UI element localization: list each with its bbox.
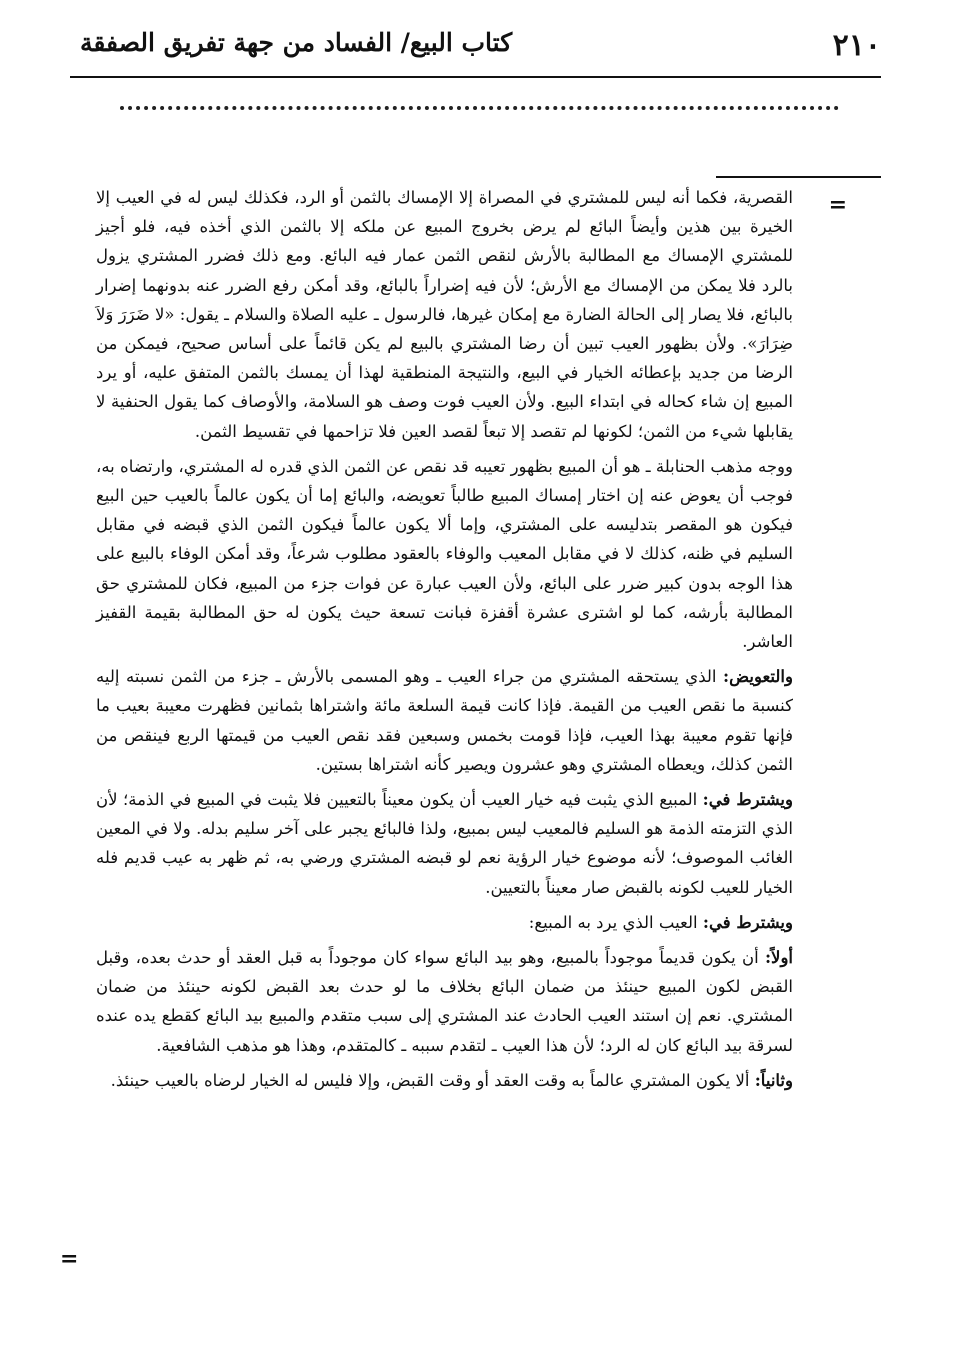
paragraph-body: العيب الذي يرد به المبيع: [528, 912, 698, 932]
paragraph [96, 452, 793, 656]
paragraph [96, 943, 793, 1060]
paragraph [96, 183, 793, 446]
page-number: ٢١٠ [832, 28, 881, 63]
header-rule [70, 76, 881, 78]
paragraph-body: ألا يكون المشتري عالماً به وقت العقد أو وقت القبض، وإلا فليس له الخيار لرضاه بالعيب حينئذ. [110, 1070, 750, 1090]
paragraph-term: ويشترط في: [702, 790, 793, 810]
paragraph-term: وثانياً: [754, 1070, 793, 1090]
paragraph-term: والتعويض: [723, 667, 793, 687]
paragraph [96, 908, 793, 937]
continuation-marker-bottom: = [60, 1246, 79, 1272]
paragraph-term: أولاً: [764, 948, 793, 968]
footnote-text [96, 183, 793, 1101]
paragraph-body: ووجه مذهب الحنابلة ـ هو أن المبيع بظهور تعيبه قد نقص عن الثمن الذي قدره له المشتري، وارتضاه به، فوجب أن يعوض عنه إن اختار إمساك المبيع طالباً تعويضه، والبائع إما أن يكون عالماً بالعيب حين البيع فيكون هو المقصر بتدليسه على المشتري، وإما ألا يكون عالماً فيكون الثمن الذي قبضه في مقابل السليم في ظنه، كذلك لا في مقابل المعيب والوفاء بالعقود مطلوب شرعاً، وقد أمكن الوفاء بالبيع على هذا الوجه بدون كبير ضرر على البائع، ولأن العيب عبارة عن فوات جزء من المبيع، فكان للمشتري حق المطالبة بأرشه، كما لو اشترى عشرة أقفزة فبانت تسعة حيث يكون له حق المطالبة بقيمة القفيز العاشر. [96, 456, 793, 652]
continuation-marker-top: = [828, 192, 847, 218]
footnote-rule [716, 176, 881, 178]
paragraph [96, 1066, 793, 1095]
paragraph-body: القصرية، فكما أنه ليس للمشتري في المصراة إلا الإمساك بالثمن أو الرد، فكذلك ليس له في العيب إلا الخيرة بين هذين وأيضاً البائع لم يرض بخروج المبيع عن ملكه إلا بالثمن الذي أخذه فيه، فلو أجيز للمشتري الإمساك مع المطالبة بالأرش لنقص الثمن عمار فيه البائع. ومع ذلك فضرر المشتري يزول بالرد فلا يمكن من الإمساك مع الأرش؛ لأن فيه إضراراً بالبائع، وقد أمكن رفع الضرر عنه بدونهما إضرار بالبائع، فلا يصار إلى الحالة الضارة مع إمكان غيرها، فالرسول ـ عليه الصلاة والسلام ـ يقول: «لا ضَرَرَ وَلاَ ضِرَارَ». ولأن بظهور العيب تبين أن رضا المشتري بالبيع لم يكن قائماً على أساس صحيح، فيمكن من الرضا من جديد بإعطائه الخيار في البيع، والنتيجة المنطقية لهذا أن يمسك بالثمن المتفق عليه، أو يرد المبيع إن شاء كحاله في ابتداء البيع. ولأن العيب فوت وصف هو السلامة، والأوصاف كما يقول الحنفية لا يقابلها شيء من الثمن؛ لكونها لم تقصد إلا تبعاً لقصد العين فلا تزاحمها في تقسيط الثمن. [96, 188, 793, 441]
paragraph [96, 662, 793, 779]
dotted-separator [120, 106, 839, 110]
paragraph [96, 785, 793, 902]
paragraph-term: ويشترط في: [702, 912, 793, 932]
running-title: كتاب البيع/ الفساد من جهة تفريق الصفقة [80, 28, 513, 57]
paragraph-body: الذي يستحقه المشتري من جراء العيب ـ وهو المسمى بالأرش ـ جزء من الثمن نسبته إليه كنسبة ما نقص العيب من القيمة. فإذا كانت قيمة السلعة مائة واشتراها بثمانين فظهرت معيبة بعيب ما فإنها تقوم معيبة بهذا العيب، فإذا قومت بخمس وسبعين فقد نقص العيب من قيمتها الربع فينقص من الثمن كذلك، ويعطاه المشتري وهو عشرون ويصير كأنه اشتراها بستين. [96, 667, 793, 774]
paragraph-body: المبيع الذي يثبت فيه خيار العيب أن يكون معيناً بالتعيين فلا يثبت في المبيع في الذمة؛ لأن الذي التزمته الذمة هو السليم فالمعيب ليس بمبيع، ولذا فالبائع يجبر على آخر سليم بدله. ولا في المعين الغائب الموصوف؛ لأنه موضوع خيار الرؤية نعم لو قبضه المشتري ورضي به، ثم ظهر به عيب قديم فله الخيار للعيب لكونه بالقبض صار معيناً بالتعيين. [96, 790, 793, 897]
paragraph-body: أن يكون قديماً موجوداً بالمبيع، وهو بيد البائع سواء كان موجوداً به قبل العقد أو حدث بعده، وقبل القبض لكون المبيع حينئذ من ضمان البائع بخلاف ما لو حدث بعد القبض لكونه حينئذ من ضمان المشتري. نعم إن استند العيب الحادث عند المشتري إلى سبب متقدم والمبيع بيد البائع كقطع يده عنده لسرقة بيد البائع كان له الرد؛ لأن هذا العيب ـ لتقدم سببه ـ كالمتقدم، وهذا هو مذهب الشافعية. [96, 948, 793, 1055]
page-header [70, 22, 881, 70]
